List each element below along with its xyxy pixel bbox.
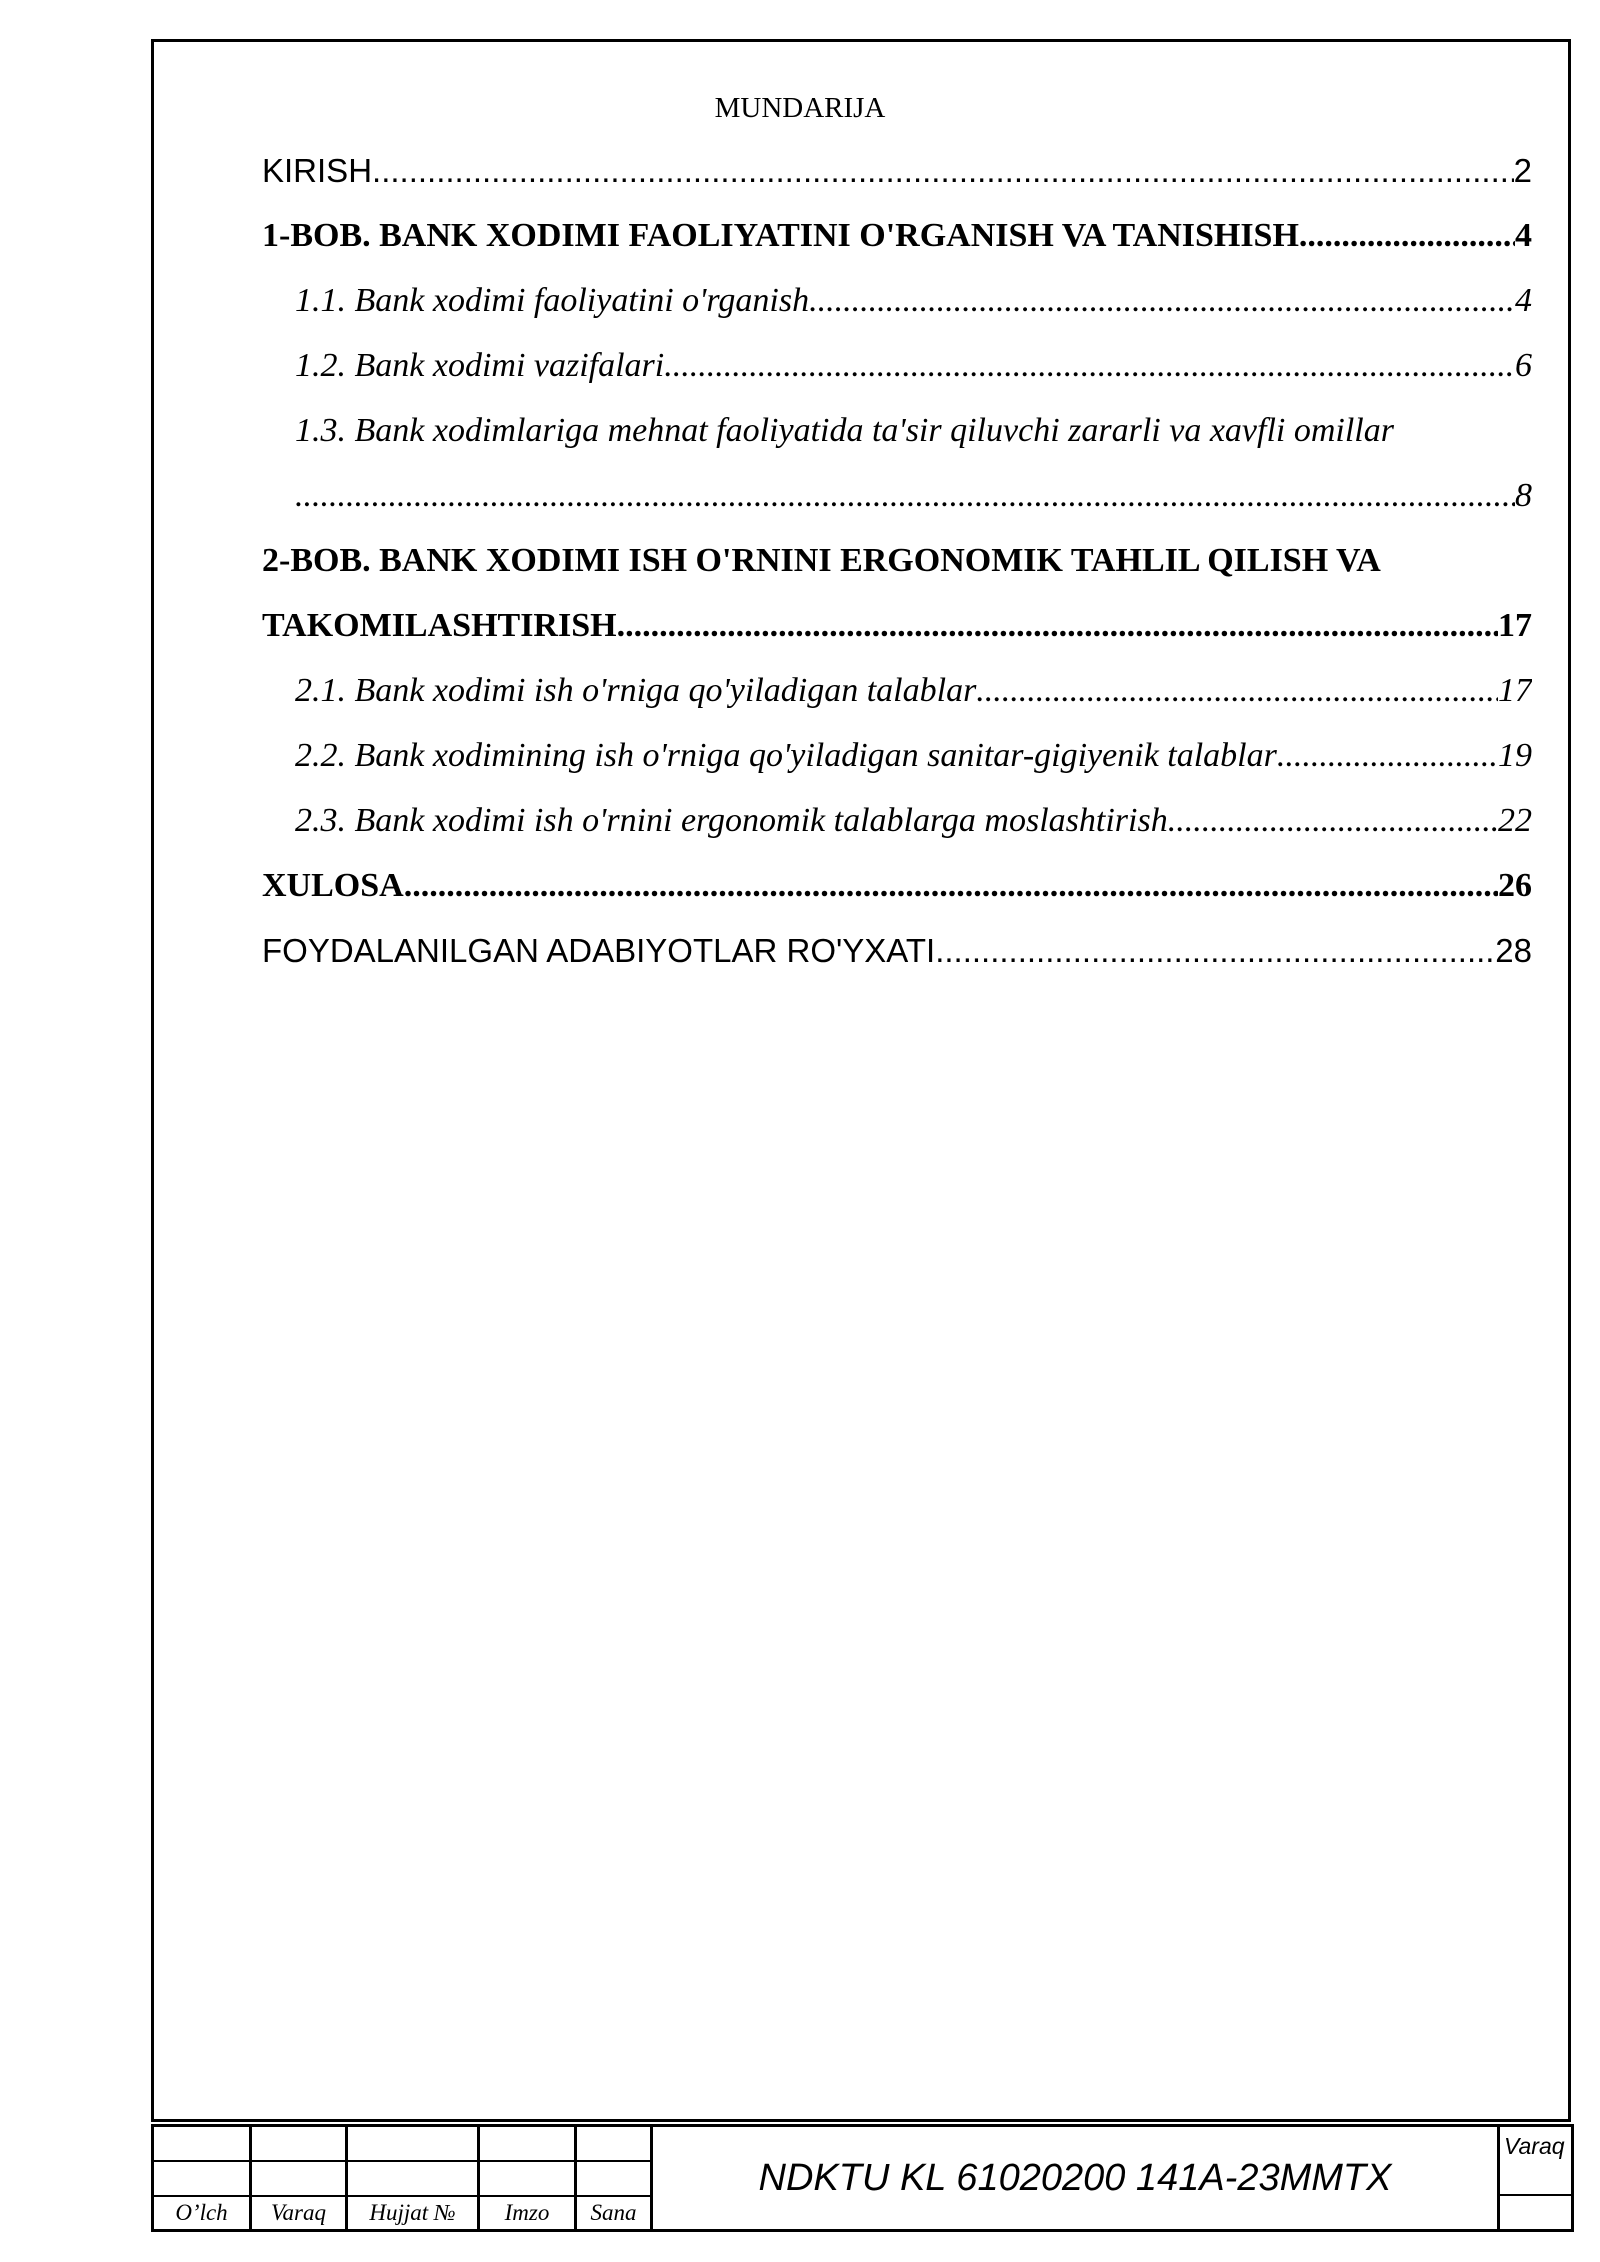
toc-entry[interactable]: [262, 593, 1532, 659]
toc-entry-page: 28: [1495, 932, 1532, 969]
grid-row-line: [154, 2160, 653, 2162]
toc-entry-label: KIRISH: [262, 152, 373, 189]
toc-entry-label: 1.1. Bank xodimi faoliyatini o'rganish: [295, 282, 810, 319]
column-label-imzo: Imzo: [504, 2200, 550, 2225]
toc-entry-page: 8: [1515, 477, 1532, 514]
toc-entry-page: 2: [1513, 152, 1532, 189]
toc-entry-page: 4: [1515, 282, 1532, 319]
column-label-sana: Sana: [590, 2200, 637, 2225]
toc-entry-label: XULOSA: [262, 867, 404, 904]
toc-entry[interactable]: [295, 398, 1532, 464]
toc-entry[interactable]: [262, 918, 1532, 984]
toc-dot-leader: [617, 593, 1498, 659]
toc-entry-label: 1.2. Bank xodimi vazifalari: [295, 347, 665, 384]
toc-heading: MUNDARIJA: [714, 92, 886, 124]
toc-entry[interactable]: [295, 333, 1532, 399]
toc-entry[interactable]: [295, 788, 1532, 854]
toc-dot-leader: [404, 853, 1498, 919]
toc-entry[interactable]: [295, 463, 1532, 529]
toc-dot-leader: [935, 918, 1495, 984]
toc-entry[interactable]: [262, 138, 1532, 204]
sheet-row-line: [1500, 2194, 1571, 2196]
column-label-olch: O’lch: [175, 2200, 228, 2225]
toc-entry-label: 2.1. Bank xodimi ish o'rniga qo'yiladigan talablar: [295, 672, 977, 709]
toc-entry[interactable]: [262, 203, 1532, 269]
toc-dot-leader: [664, 333, 1515, 399]
sheet-label: Varaq: [1504, 2133, 1565, 2159]
toc-entry-label: 2.3. Bank xodimi ish o'rnini ergonomik talablarga moslashtirish: [295, 802, 1168, 839]
toc-entry-label: 1-BOB. BANK XODIMI FAOLIYATINI O'RGANISH VA TANISHISH: [262, 217, 1299, 254]
toc-dot-leader: [809, 268, 1515, 334]
sheet-column-line: [1497, 2127, 1500, 2229]
toc-entry-label: 1.3. Bank xodimlariga mehnat faoliyatida ta'sir qiluvchi zararli va xavfli omillar: [295, 412, 1394, 449]
document-code: NDKTU KL 61020200 141A-23MMTX: [758, 2156, 1392, 2199]
toc-entry[interactable]: [295, 268, 1532, 334]
toc-entry-page: 19: [1498, 737, 1532, 774]
toc-dot-leader: [372, 138, 1514, 204]
toc-entry-page: 4: [1515, 217, 1532, 254]
toc-entry[interactable]: [295, 658, 1532, 724]
toc-entry-label: 2.2. Bank xodimining ish o'rniga qo'yiladigan sanitar-gigiyenik talablar: [295, 737, 1277, 774]
title-block-grid: [154, 2127, 653, 2229]
title-block: [151, 2124, 1574, 2232]
toc-entry[interactable]: [262, 528, 1532, 594]
toc-dot-leader: [1168, 788, 1498, 854]
toc-dot-leader: [1277, 723, 1498, 789]
toc-dot-leader: [295, 463, 1515, 529]
column-label-hujjat: Hujjat №: [369, 2200, 456, 2225]
toc-entry-label: FOYDALANILGAN ADABIYOTLAR RO'YXATI: [262, 932, 936, 969]
column-label-varaq: Varaq: [271, 2200, 326, 2225]
toc-entry-page: 26: [1498, 867, 1532, 904]
toc-entry-label: 2-BOB. BANK XODIMI ISH O'RNINI ERGONOMIK TAHLIL QILISH VA: [262, 542, 1381, 579]
toc-dot-leader: [1299, 203, 1515, 269]
toc-entry-page: 17: [1498, 672, 1532, 709]
toc-dot-leader: [976, 658, 1498, 724]
toc-entry-page: 6: [1515, 347, 1532, 384]
toc-entry[interactable]: [295, 723, 1532, 789]
toc-entry-page: 17: [1498, 607, 1532, 644]
toc-entry[interactable]: [262, 853, 1532, 919]
toc-entry-page: 22: [1498, 802, 1532, 839]
toc-entry-label: TAKOMILASHTIRISH: [262, 607, 617, 644]
